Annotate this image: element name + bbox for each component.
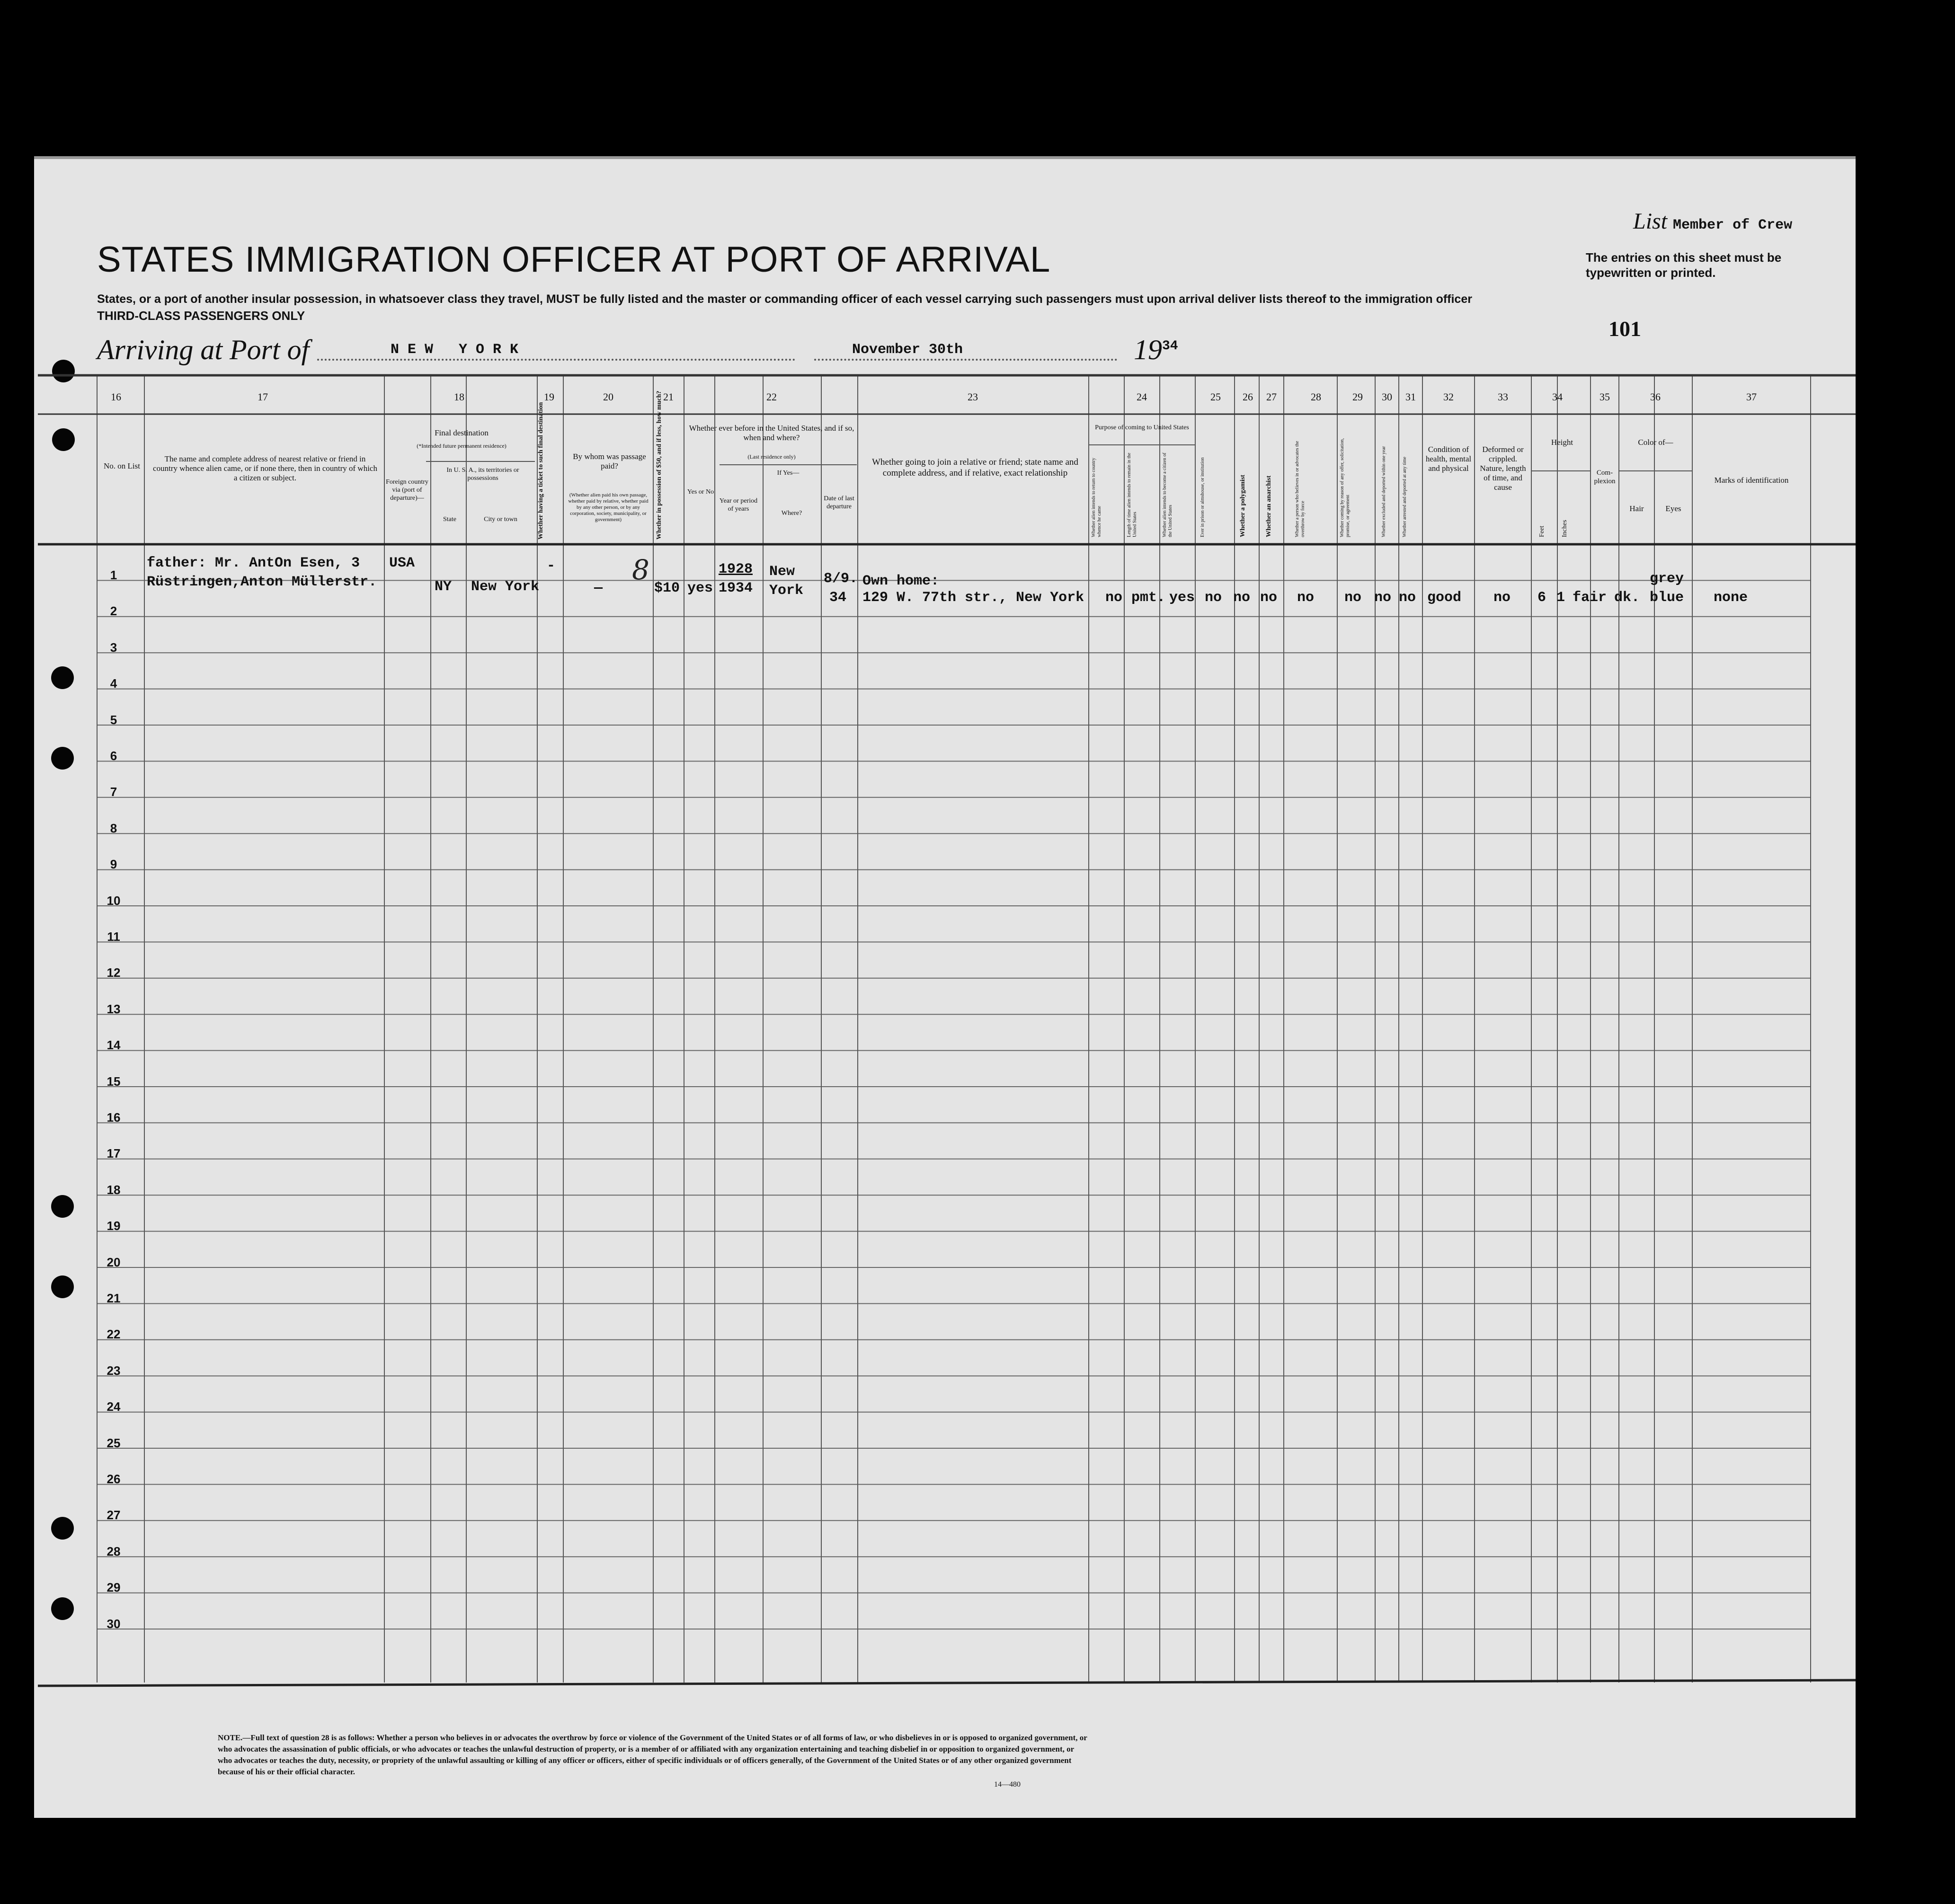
entry-year-2: 1934 [719, 580, 753, 596]
entry-polygamist: no [1233, 590, 1251, 606]
header-hair: Hair [1629, 504, 1644, 513]
entry-passage: — [594, 580, 603, 596]
form-title: STATES IMMIGRATION OFFICER AT PORT OF ARRIVAL [97, 239, 1051, 280]
entry-year-1: 1928 [719, 561, 753, 577]
column-number: 16 [111, 391, 121, 403]
row-number: 17 [107, 1146, 121, 1161]
column-number: 21 [663, 391, 674, 403]
entry-relative-line2: Rüstringen,Anton Müllerstr. [147, 574, 377, 590]
typewritten-instruction: The entries on this sheet must be typewritten or printed. [1586, 250, 1782, 280]
row-number: 7 [110, 785, 117, 799]
column-number: 24 [1137, 391, 1147, 403]
entry-deformed: no [1493, 590, 1511, 606]
entry-state: NY [435, 579, 452, 595]
header-where: Where? [781, 510, 802, 517]
column-number: 28 [1311, 391, 1321, 403]
handwritten-mark: 8 [632, 554, 649, 586]
row-number: 2 [110, 604, 117, 619]
column-number: 34 [1552, 391, 1563, 403]
entry-health: good [1427, 590, 1462, 606]
entry-length: pmt. [1131, 590, 1166, 606]
column-number: 33 [1498, 391, 1508, 403]
header-height: Height [1551, 438, 1573, 447]
header-city: City or town [484, 516, 517, 523]
header-arrested: Whether arrested and deported at any time [1402, 457, 1407, 537]
header-final-destination: Final destination [435, 428, 489, 437]
row-number: 28 [107, 1544, 121, 1559]
column-number: 27 [1266, 391, 1277, 403]
page-number: 101 [1608, 317, 1641, 341]
header-return: Whether alien intends to return to country whence he came [1091, 458, 1102, 537]
column-number: 31 [1405, 391, 1416, 403]
port-name: N E W Y O R K [391, 342, 519, 358]
row-number: 19 [107, 1219, 121, 1233]
class-note: THIRD-CLASS PASSENGERS ONLY [97, 309, 305, 323]
header-complexion: Com-plexion [1594, 469, 1616, 485]
footer-note: NOTE.—Full text of question 28 is as follows: Whether a person who believes in or advocates the overthrow by force or violence of the Government of the United States or of all forms of law, or who disbelieves in or is opposed to organized government, or who advocates the assassination of public officials, or who advocates or teaches the unlawful destruction of property, or is a member of or affiliated with any organization entertaining and teaching disbelief in or opposition to organized government, or who advocates or teaches the duty, necessity, or propriety of the unlawful assaulting or killing of any officer or officers, either of specific individuals or of officers generally, of the Government of the United States or of any other organized government because of his or their official character. [218, 1733, 1087, 1776]
row-number: 24 [107, 1399, 121, 1414]
column-number: 25 [1210, 391, 1221, 403]
header-final-destination-note: (*Intended future permanent residence) [417, 443, 507, 449]
entry-before-us: yes [687, 580, 713, 596]
header-if-yes: If Yes— [777, 469, 800, 477]
row-number: 30 [107, 1616, 121, 1631]
header-before-us: Whether ever before in the United States, and if so, when and where? [689, 424, 854, 442]
row-number: 20 [107, 1255, 121, 1269]
arrival-date: November 30th [852, 342, 963, 358]
column-number: 37 [1746, 391, 1757, 403]
header-length: Length of time alien intends to remain in the United States [1127, 452, 1137, 537]
header-passage: By whom was passage paid? [573, 452, 646, 470]
entry-eyes-1: grey [1650, 571, 1684, 587]
header-polygamist: Whether a polygamist [1239, 475, 1246, 537]
column-number: 32 [1443, 391, 1454, 403]
entry-marks: none [1714, 590, 1748, 606]
column-number: 19 [544, 391, 554, 403]
row-number: 21 [107, 1291, 121, 1305]
entry-where-2: York [769, 583, 804, 599]
entry-offer: no [1344, 590, 1362, 606]
header-overthrow: Whether a person who believes in or advocates the overthrow by force [1295, 441, 1306, 537]
column-number: 30 [1382, 391, 1392, 403]
form-subtitle: States, or a port of another insular possession, in whatsoever class they travel, MUST be fully listed and the master or commanding officer of each vessel carrying such passengers must upon arrival deliver lists thereof to the immigration officer [97, 292, 1472, 306]
header-state: State [443, 516, 456, 523]
entry-hair: dk. [1614, 590, 1640, 606]
entry-money: $10 [654, 580, 680, 596]
row-number: 27 [107, 1508, 121, 1523]
header-color-of: Color of— [1638, 438, 1673, 447]
entry-join-line2: 129 W. 77th str., New York [862, 590, 1084, 606]
entry-arrested: no [1399, 590, 1416, 606]
row-number: 1 [110, 568, 117, 582]
entry-ticket: - [547, 558, 556, 574]
entry-foreign-country: USA [389, 555, 415, 571]
form-number: 14—480 [994, 1780, 1021, 1789]
header-feet: Feet [1538, 525, 1546, 537]
header-date-departure: Date of last departure [824, 495, 854, 510]
entry-excluded: no [1374, 590, 1392, 606]
header-money: Whether in possession of $50, and if less, how much? [656, 390, 663, 540]
header-marks: Marks of identification [1714, 476, 1789, 485]
header-excluded: Whether excluded and deported within one year [1381, 446, 1386, 537]
entry-eyes-2: blue [1650, 590, 1684, 606]
column-number: 29 [1352, 391, 1363, 403]
row-number: 25 [107, 1435, 121, 1450]
list-value: Member of Crew [1673, 217, 1793, 233]
year-suffix: 34 [1162, 339, 1178, 354]
column-number: 35 [1600, 391, 1610, 403]
column-number: 23 [968, 391, 978, 403]
row-number: 15 [107, 1074, 121, 1089]
header-passage-note: (Whether alien paid his own passage, whether paid by relative, whether paid by any other person, or by any corporation, society, municipality, or government) [568, 492, 649, 522]
header-purpose: Purpose of coming to United States [1095, 424, 1189, 431]
row-number: 8 [110, 821, 117, 835]
header-relative: The name and complete address of nearest relative or friend in country whence alien came, or if none there, then in country of which a citizen or subject. [153, 454, 377, 482]
row-number: 26 [107, 1472, 121, 1486]
row-number: 14 [107, 1038, 121, 1053]
entry-date-2: 34 [829, 590, 847, 606]
header-health: Condition of health, mental and physical [1425, 445, 1472, 473]
entry-relative-line1: father: Mr. AntOn Esen, 3 [147, 555, 360, 571]
header-foreign-country: Foreign country via (port of departure)— [386, 478, 428, 502]
list-label: List [1633, 209, 1668, 234]
header-inches: Inches [1561, 520, 1568, 537]
header-eyes: Eyes [1665, 504, 1681, 513]
column-number: 20 [603, 391, 613, 403]
entry-city: New York [471, 579, 540, 595]
entry-where-1: New [769, 564, 795, 580]
header-join-relative: Whether going to join a relative or friend; state name and complete address, and if relative, exact relationship [872, 457, 1078, 478]
entry-return: no [1105, 590, 1123, 606]
entry-prison: no [1205, 590, 1222, 606]
header-anarchist: Whether an anarchist [1265, 475, 1272, 537]
year-prefix: 19 [1134, 334, 1162, 365]
header-offer: Whether coming by reason of any offer, solicitation, promise, or agreement [1340, 438, 1351, 537]
header-year: Year or period of years [719, 497, 758, 513]
column-number: 36 [1650, 391, 1661, 403]
row-number: 23 [107, 1363, 121, 1378]
header-usa: In U. S. A., its territories or possessions [446, 467, 519, 482]
row-number: 5 [110, 712, 117, 727]
header-no-on-list: No. on List [104, 461, 140, 470]
entry-complexion: fair [1573, 590, 1607, 606]
row-number: 11 [107, 930, 120, 944]
header-deformed: Deformed or crippled. Nature, length of time, and cause [1480, 445, 1526, 492]
header-citizen: Whether alien intends to become a citizen of the United States [1162, 452, 1173, 537]
row-number: 9 [110, 857, 117, 872]
column-number: 22 [766, 391, 777, 403]
row-number: 29 [107, 1580, 121, 1595]
entry-inches: 1 [1556, 590, 1565, 606]
row-number: 16 [107, 1110, 121, 1125]
entry-citizen: yes [1169, 590, 1195, 606]
row-number: 22 [107, 1327, 121, 1342]
header-prison: Ever in prison or almshouse, or institution [1200, 457, 1205, 537]
column-number: 18 [454, 391, 464, 403]
entry-feet: 6 [1537, 590, 1546, 606]
row-number: 4 [110, 676, 117, 691]
entry-join-line1: Own home: [862, 573, 940, 589]
row-number: 10 [107, 893, 121, 908]
row-number: 13 [107, 1001, 121, 1016]
column-number: 26 [1243, 391, 1253, 403]
arriving-label: Arriving at Port of [97, 334, 310, 365]
column-number: 17 [258, 391, 268, 403]
row-number: 6 [110, 749, 117, 763]
entry-date-1: 8/9. [824, 571, 858, 587]
header-yes-no: Yes or No [687, 488, 714, 496]
row-number: 12 [107, 965, 121, 980]
header-ticket: Whether having a ticket to such final destination [537, 402, 544, 540]
row-number: 3 [110, 640, 117, 655]
header-before-us-note: (Last residence only) [747, 453, 796, 460]
entry-anarchist: no [1260, 590, 1278, 606]
entry-overthrow: no [1297, 590, 1315, 606]
row-number: 18 [107, 1182, 121, 1197]
